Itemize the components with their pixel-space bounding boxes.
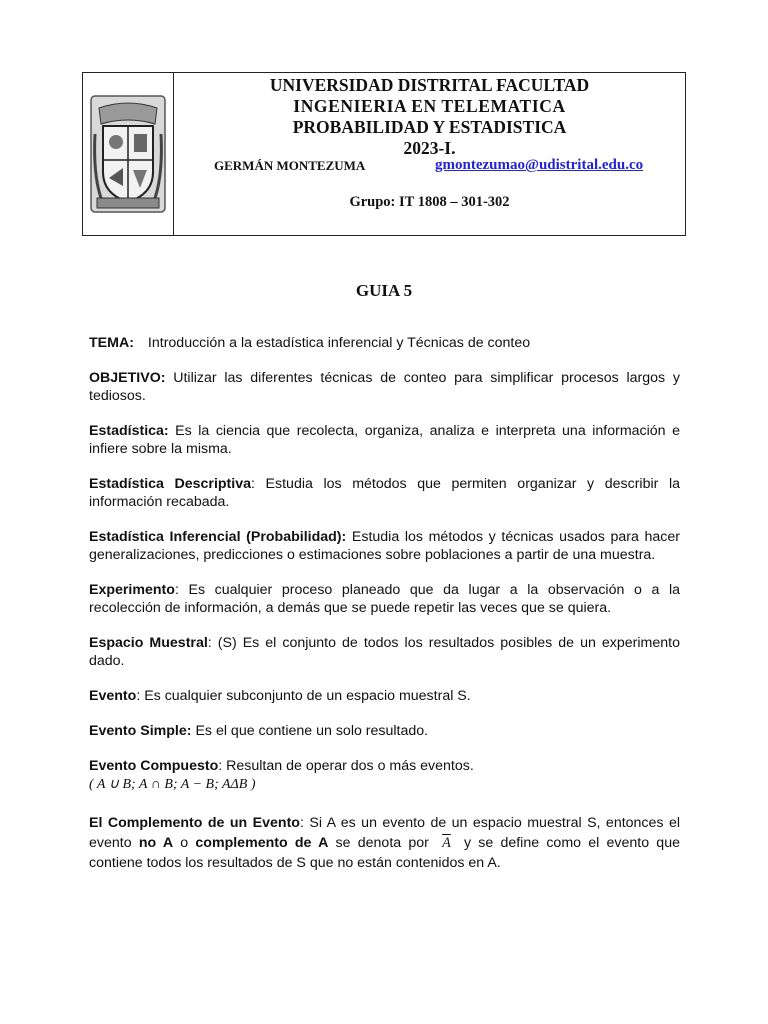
- evento-paragraph: [89, 687, 680, 705]
- complemento-text-1: : Si A es un evento de un espacio muestral S, entonces el evento: [89, 815, 681, 851]
- complemento-text-3: y se define como el evento que contiene todos los resultados de S que no están contenidos en A.: [89, 835, 680, 871]
- complemento-de-a-term: complemento de A: [195, 835, 329, 851]
- descriptiva-paragraph: [89, 475, 680, 511]
- university-crest-icon: [89, 94, 167, 214]
- guide-title: GUIA 5: [355, 281, 413, 300]
- experimento-label: Experimento: [89, 582, 175, 598]
- evento-compuesto-text: : Resultan de operar dos o más eventos.: [218, 758, 474, 774]
- descriptiva-text: : Estudia los métodos que permiten organizar y describir la información recabada.: [89, 476, 680, 510]
- objetivo-label: OBJETIVO:: [89, 370, 166, 386]
- evento-compuesto-paragraph: [89, 757, 680, 794]
- objetivo-paragraph: [89, 369, 680, 405]
- experimento-text: : Es cualquier proceso planeado que da lugar a la observación o a la recolección de información, a demás que se puede repetir las veces que se quiera.: [89, 582, 680, 616]
- espacio-muestral-paragraph: [89, 634, 680, 670]
- guide-content: [89, 334, 680, 890]
- o-word: o: [173, 835, 196, 851]
- estadistica-paragraph: [89, 422, 680, 458]
- teacher-email-link[interactable]: gmontezumao@udistrital.edu.co: [435, 157, 644, 173]
- complemento-label: El Complemento de un Evento: [89, 815, 300, 831]
- tema-paragraph: [89, 334, 680, 352]
- evento-simple-paragraph: [89, 722, 680, 740]
- evento-simple-label: Evento Simple:: [89, 723, 192, 739]
- tema-text: Introducción a la estadística inferencial y Técnicas de conteo: [147, 335, 531, 351]
- estadistica-text: Es la ciencia que recolecta, organiza, analiza e interpreta una información e infiere sobre la misma.: [89, 423, 680, 457]
- evento-label: Evento: [89, 688, 137, 704]
- header-box: [82, 72, 686, 236]
- inferencial-text: Estudia los métodos y técnicas usados para hacer generalizaciones, predicciones o estimaciones sobre poblaciones a partir de una muestra.: [89, 529, 680, 563]
- complemento-paragraph: [89, 813, 680, 873]
- experimento-paragraph: [89, 581, 680, 617]
- header-term-line: 2023-I.: [403, 138, 456, 158]
- evento-compuesto-label: Evento Compuesto: [89, 758, 219, 774]
- teacher-row: [214, 158, 645, 174]
- inferencial-label: Estadística Inferencial (Probabilidad):: [89, 529, 347, 545]
- espacio-muestral-label: Espacio Muestral: [89, 635, 208, 651]
- estadistica-label: Estadística:: [89, 423, 169, 439]
- header-university-line: UNIVERSIDAD DISTRITAL FACULTAD: [269, 75, 590, 95]
- set-operations-formula: ( A ∪ B; A ∩ B; A − B; AΔB ): [89, 777, 256, 792]
- university-logo-cell: [83, 73, 174, 235]
- complemento-text-2: se denota por: [328, 835, 437, 851]
- no-a-term: no A: [138, 835, 174, 851]
- teacher-name: GERMÁN MONTEZUMA: [214, 158, 366, 173]
- tema-label: TEMA:: [89, 335, 134, 351]
- inferencial-paragraph: [89, 528, 680, 564]
- header-course-line: PROBABILIDAD Y ESTADISTICA: [292, 117, 567, 137]
- evento-text: : Es cualquier subconjunto de un espacio muestral S.: [136, 688, 471, 704]
- evento-simple-text: Es el que contiene un solo resultado.: [191, 723, 429, 739]
- descriptiva-label: Estadística Descriptiva: [89, 476, 252, 492]
- header-program-line: INGENIERIA EN TELEMATICA: [293, 96, 566, 116]
- header-title-cell: [174, 73, 685, 235]
- objetivo-text: Utilizar las diferentes técnicas de conteo para simplificar procesos largos y tediosos.: [89, 370, 680, 404]
- a-complement-symbol: $\overline{A}$: [442, 835, 451, 851]
- espacio-muestral-text: : (S) Es el conjunto de todos los resultados posibles de un experimento dado.: [89, 635, 680, 669]
- group-line: Grupo: IT 1808 – 301-302: [349, 194, 510, 210]
